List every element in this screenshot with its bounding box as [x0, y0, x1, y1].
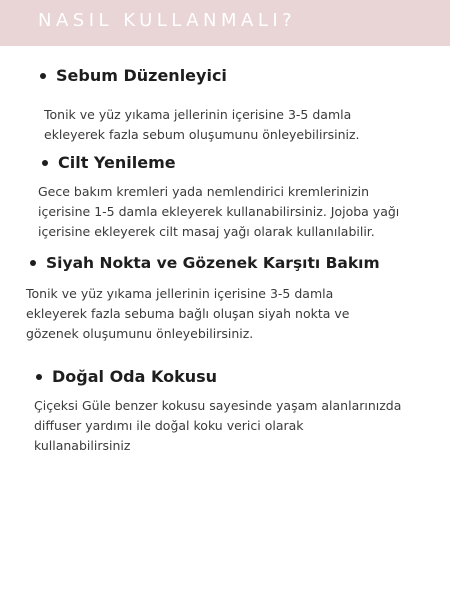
- body-line: ekleyerek fazla sebuma bağlı oluşan siyah nokta ve: [26, 306, 350, 321]
- body-line: Tonik ve yüz yıkama jellerinin içerisine 3-5 damla: [44, 107, 352, 122]
- section-heading-sebum: [40, 66, 227, 85]
- header-banner: [0, 0, 450, 46]
- body-line: içerisine 1-5 damla ekleyerek kullanabilirsiniz. Jojoba yağı: [38, 204, 400, 219]
- body-line: Tonik ve yüz yıkama jellerinin içerisine 3-5 damla: [26, 286, 334, 301]
- section-heading-text: Doğal Oda Kokusu: [52, 367, 218, 386]
- section-heading-siyah-nokta: [30, 254, 380, 272]
- section-heading-oda-kokusu: [36, 367, 217, 386]
- bullet-icon: [42, 160, 48, 166]
- body-line: kullanabilirsiniz: [34, 438, 131, 453]
- bullet-icon: [36, 374, 42, 380]
- section-heading-text: Siyah Nokta ve Gözenek Karşıtı Bakım: [46, 254, 380, 272]
- body-line: gözenek oluşumunu önleyebilirsiniz.: [26, 326, 254, 341]
- body-line: içerisine ekleyerek cilt masaj yağı olarak kullanılabilir.: [38, 224, 375, 239]
- page-title: NASIL KULLANMALI?: [38, 10, 297, 31]
- bullet-icon: [30, 260, 36, 266]
- section-body-oda-kokusu: [34, 396, 401, 456]
- body-line: diffuser yardımı ile doğal koku verici olarak: [34, 418, 304, 433]
- bullet-icon: [40, 73, 46, 79]
- body-line: Çiçeksi Güle benzer kokusu sayesinde yaşam alanlarınızda: [34, 398, 402, 413]
- section-heading-text: Sebum Düzenleyici: [56, 66, 227, 85]
- section-body-sebum: [44, 105, 360, 145]
- section-heading-cilt: [42, 153, 176, 172]
- body-line: Gece bakım kremleri yada nemlendirici kremlerinizin: [38, 184, 370, 199]
- section-body-siyah-nokta: [26, 284, 349, 344]
- section-body-cilt: [38, 182, 399, 242]
- body-line: ekleyerek fazla sebum oluşumunu önleyebilirsiniz.: [44, 127, 360, 142]
- section-heading-text: Cilt Yenileme: [58, 153, 176, 172]
